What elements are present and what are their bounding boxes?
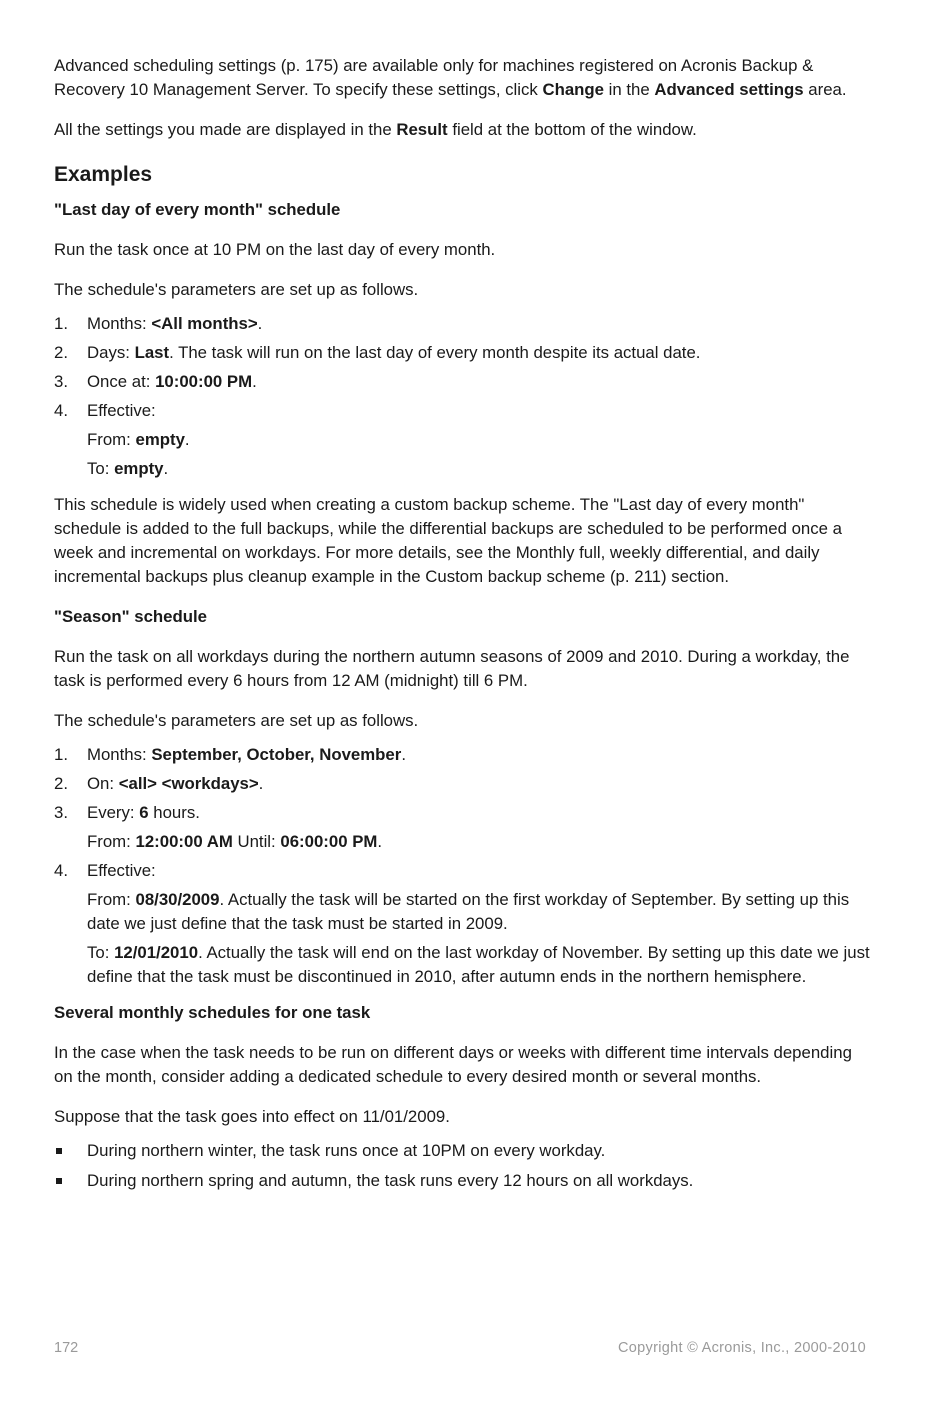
from-value: 12:00:00 AM	[135, 832, 233, 851]
from-label: From:	[87, 890, 136, 909]
step-label: Months:	[87, 314, 152, 333]
step-label: On:	[87, 774, 119, 793]
from-value: empty	[135, 430, 185, 449]
step-number: 4.	[54, 401, 68, 420]
step-number: 3.	[54, 803, 68, 822]
step-value: Last	[134, 343, 170, 362]
until-label: Until:	[232, 832, 281, 851]
step-value: <all> <workdays>	[118, 774, 259, 793]
document-page	[54, 54, 874, 1205]
last-day-description: Run the task once at 10 PM on the last day of every month.	[54, 240, 496, 259]
step-text: .	[401, 745, 406, 764]
season-heading: "Season" schedule	[54, 607, 208, 626]
from-label: From:	[87, 430, 136, 449]
list-item	[54, 341, 874, 365]
advanced-settings-term: Advanced settings	[654, 80, 804, 99]
step-label: Every:	[87, 803, 140, 822]
step-text: .	[377, 832, 383, 851]
bullet-text: During northern winter, the task runs once at 10PM on every workday.	[87, 1141, 606, 1160]
step-value: 6	[139, 803, 149, 822]
several-schedules-description: In the case when the task needs to be run on different days or weeks with different time intervals depending on the month, consider adding a dedicated schedule to every desired month or several months.	[54, 1043, 852, 1086]
step-label: Effective:	[87, 401, 156, 420]
effective-from-line	[54, 888, 874, 936]
from-label: From:	[87, 832, 136, 851]
step-text: .	[257, 314, 263, 333]
page-number: 172	[54, 1340, 79, 1356]
step-number: 1.	[54, 314, 68, 333]
intro-text: in the	[604, 80, 655, 99]
last-day-note: This schedule is widely used when creating a custom backup scheme. The "Last day of every month" schedule is added to the full backups, while the differential backups are scheduled to be performed once a week and incremental on workdays. For more details, see the Monthly full, weekly differential, and daily incremental backups plus cleanup example in the Custom backup scheme (p. 211) section.	[54, 495, 842, 586]
to-label: To:	[87, 459, 115, 478]
list-item	[54, 743, 874, 767]
step-text: hours.	[148, 803, 200, 822]
step-value: <All months>	[151, 314, 258, 333]
to-value: empty	[114, 459, 164, 478]
last-day-heading: "Last day of every month" schedule	[54, 200, 341, 219]
step-number: 2.	[54, 343, 68, 362]
every-from-until-line	[54, 830, 874, 854]
step-text: . The task will run on the last day of every month despite its actual date.	[169, 343, 701, 362]
step-value: September, October, November	[151, 745, 402, 764]
list-item	[54, 399, 874, 423]
step-label: Days:	[87, 343, 135, 362]
step-label: Effective:	[87, 861, 156, 880]
last-day-params-intro: The schedule's parameters are set up as follows.	[54, 280, 419, 299]
step-text: . Actually the task will be started on the first workday of September. By setting up this date we just define that the task must be started in 2009.	[87, 890, 850, 933]
list-item	[54, 772, 874, 796]
season-bullets	[54, 1139, 874, 1193]
bullet-text: During northern spring and autumn, the task runs every 12 hours on all workdays.	[87, 1171, 694, 1190]
from-value: 08/30/2009	[135, 890, 220, 909]
list-item	[54, 1169, 874, 1193]
suppose-paragraph: Suppose that the task goes into effect on 11/01/2009.	[54, 1107, 450, 1126]
season-description: Run the task on all workdays during the northern autumn seasons of 2009 and 2010. During a workday, the task is performed every 6 hours from 12 AM (midnight) till 6 PM.	[54, 647, 850, 690]
bullet-square-icon	[56, 1178, 62, 1184]
until-value: 06:00:00 PM	[280, 832, 378, 851]
step-text: . Actually the task will end on the last workday of November. By setting up this date we just define that the task must be discontinued in 2010, after autumn ends in the northern hemisphere.	[87, 943, 870, 986]
step-number: 1.	[54, 745, 68, 764]
to-value: 12/01/2010	[114, 943, 199, 962]
examples-heading: Examples	[54, 163, 153, 186]
bullet-square-icon	[56, 1148, 62, 1154]
intro-text: All the settings you made are displayed in the	[54, 120, 397, 139]
list-item	[54, 312, 874, 336]
step-number: 3.	[54, 372, 68, 391]
last-day-steps	[54, 312, 874, 481]
change-term: Change	[542, 80, 604, 99]
list-item	[54, 859, 874, 883]
intro-paragraph-advanced	[54, 54, 874, 102]
step-label: Months:	[87, 745, 152, 764]
result-term: Result	[396, 120, 448, 139]
step-value: 10:00:00 PM	[155, 372, 253, 391]
step-number: 4.	[54, 861, 68, 880]
list-item	[54, 1139, 874, 1163]
season-steps	[54, 743, 874, 989]
list-item	[54, 370, 874, 394]
step-text: .	[252, 372, 257, 391]
step-text: .	[258, 774, 264, 793]
intro-text: Advanced scheduling settings (p. 175) are available only for machines registered on Acronis Backup & Recovery 10 Management Server. To specify these settings, click	[54, 56, 814, 99]
list-item	[54, 801, 874, 825]
intro-text: field at the bottom of the window.	[447, 120, 697, 139]
effective-to-line: To: empty.	[87, 459, 169, 478]
step-label: Once at:	[87, 372, 156, 391]
intro-text: area.	[803, 80, 847, 99]
copyright-notice: Copyright © Acronis, Inc., 2000-2010	[618, 1340, 866, 1356]
intro-paragraph-result	[54, 118, 874, 142]
step-number: 2.	[54, 774, 68, 793]
effective-to-line	[54, 941, 874, 989]
several-schedules-heading: Several monthly schedules for one task	[54, 1003, 371, 1022]
effective-from-line: From: empty.	[87, 430, 190, 449]
season-params-intro: The schedule's parameters are set up as follows.	[54, 711, 419, 730]
to-label: To:	[87, 943, 115, 962]
